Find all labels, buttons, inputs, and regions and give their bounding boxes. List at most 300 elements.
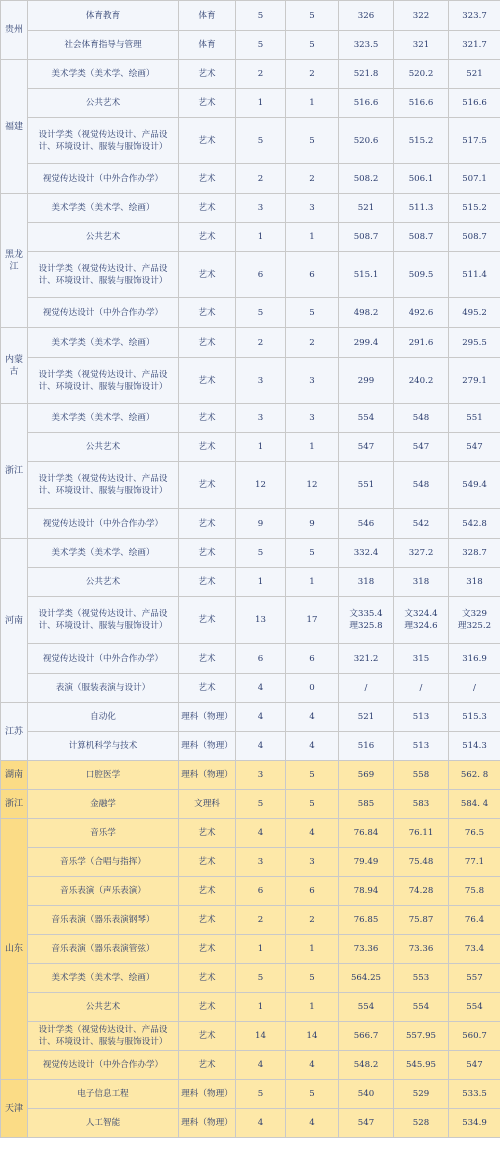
avg-cell: 318 xyxy=(449,568,500,597)
max-cell: 332.4 xyxy=(339,539,394,568)
major-cell: 计算机科学与技术 xyxy=(28,732,179,761)
avg-cell: 76.5 xyxy=(449,819,500,848)
province-cell: 福建 xyxy=(1,60,28,194)
max-cell: 521 xyxy=(339,194,394,223)
min-cell: 321 xyxy=(394,31,449,60)
type-cell: 艺术 xyxy=(179,252,236,298)
avg-cell: 551 xyxy=(449,404,500,433)
plan-cell: 5 xyxy=(236,1,286,31)
type-cell: 理科（物理） xyxy=(179,1080,236,1109)
table-row xyxy=(1,118,500,164)
type-cell: 艺术 xyxy=(179,1051,236,1080)
plan-cell: 6 xyxy=(236,252,286,298)
admit-cell: 3 xyxy=(286,404,339,433)
plan-cell: 5 xyxy=(236,964,286,993)
type-cell: 艺术 xyxy=(179,1022,236,1051)
major-cell: 人工智能 xyxy=(28,1109,179,1138)
table-row xyxy=(1,89,500,118)
plan-cell: 1 xyxy=(236,993,286,1022)
plan-cell: 12 xyxy=(236,462,286,509)
table-row xyxy=(1,252,500,298)
plan-cell: 3 xyxy=(236,358,286,404)
table-row xyxy=(1,1109,500,1138)
admit-cell: 1 xyxy=(286,223,339,252)
admit-cell: 0 xyxy=(286,674,339,703)
min-cell: 509.5 xyxy=(394,252,449,298)
type-cell: 艺术 xyxy=(179,539,236,568)
min-cell: 520.2 xyxy=(394,60,449,89)
avg-cell: 533.5 xyxy=(449,1080,500,1109)
type-cell: 艺术 xyxy=(179,568,236,597)
admit-cell: 2 xyxy=(286,328,339,358)
max-cell: 554 xyxy=(339,993,394,1022)
min-cell: 515.2 xyxy=(394,118,449,164)
avg-cell: 515.3 xyxy=(449,703,500,732)
table-row xyxy=(1,597,500,644)
max-cell: 569 xyxy=(339,761,394,790)
max-cell: 547 xyxy=(339,1109,394,1138)
avg-cell: 514.3 xyxy=(449,732,500,761)
admit-cell: 4 xyxy=(286,703,339,732)
plan-cell: 1 xyxy=(236,223,286,252)
min-cell: 557.95 xyxy=(394,1022,449,1051)
max-cell: 321.2 xyxy=(339,644,394,674)
min-cell: 75.48 xyxy=(394,848,449,877)
avg-cell: 584. 4 xyxy=(449,790,500,819)
type-cell: 艺术 xyxy=(179,644,236,674)
type-cell: 艺术 xyxy=(179,164,236,194)
major-cell: 美术学类（美术学、绘画） xyxy=(28,539,179,568)
avg-cell: 562. 8 xyxy=(449,761,500,790)
plan-cell: 14 xyxy=(236,1022,286,1051)
major-cell: 设计学类（视觉传达设计、产品设计、环境设计、服装与服饰设计） xyxy=(28,462,179,509)
major-cell: 视觉传达设计（中外合作办学） xyxy=(28,164,179,194)
admit-cell: 1 xyxy=(286,935,339,964)
plan-cell: 5 xyxy=(236,118,286,164)
major-cell: 公共艺术 xyxy=(28,89,179,118)
min-cell: 318 xyxy=(394,568,449,597)
avg-cell: 542.8 xyxy=(449,509,500,539)
max-cell: 326 xyxy=(339,1,394,31)
major-cell: 公共艺术 xyxy=(28,568,179,597)
avg-cell: 316.9 xyxy=(449,644,500,674)
min-cell: 529 xyxy=(394,1080,449,1109)
major-cell: 音乐学 xyxy=(28,819,179,848)
avg-cell: 77.1 xyxy=(449,848,500,877)
min-cell: 76.11 xyxy=(394,819,449,848)
type-cell: 艺术 xyxy=(179,906,236,935)
min-cell: 548 xyxy=(394,462,449,509)
type-cell: 理科（物理） xyxy=(179,732,236,761)
max-cell: 566.7 xyxy=(339,1022,394,1051)
max-cell: 323.5 xyxy=(339,31,394,60)
major-cell: 表演（服装表演与设计） xyxy=(28,674,179,703)
table-row xyxy=(1,761,500,790)
avg-cell: / xyxy=(449,674,500,703)
type-cell: 艺术 xyxy=(179,118,236,164)
admit-cell: 9 xyxy=(286,509,339,539)
table-row xyxy=(1,328,500,358)
plan-cell: 2 xyxy=(236,906,286,935)
type-cell: 艺术 xyxy=(179,462,236,509)
type-cell: 艺术 xyxy=(179,597,236,644)
type-cell: 艺术 xyxy=(179,404,236,433)
type-cell: 体育 xyxy=(179,1,236,31)
major-cell: 视觉传达设计（中外合作办学） xyxy=(28,644,179,674)
major-cell: 视觉传达设计（中外合作办学） xyxy=(28,1051,179,1080)
type-cell: 理科（物理） xyxy=(179,703,236,732)
avg-cell: 321.7 xyxy=(449,31,500,60)
major-cell: 电子信息工程 xyxy=(28,1080,179,1109)
table-row xyxy=(1,877,500,906)
table-row xyxy=(1,848,500,877)
avg-cell: 75.8 xyxy=(449,877,500,906)
table-row xyxy=(1,223,500,252)
min-cell: 513 xyxy=(394,732,449,761)
admit-cell: 5 xyxy=(286,31,339,60)
plan-cell: 3 xyxy=(236,848,286,877)
table-row xyxy=(1,164,500,194)
max-cell: 520.6 xyxy=(339,118,394,164)
max-cell: 585 xyxy=(339,790,394,819)
major-cell: 公共艺术 xyxy=(28,223,179,252)
type-cell: 艺术 xyxy=(179,674,236,703)
min-cell: 74.28 xyxy=(394,877,449,906)
table-row xyxy=(1,298,500,328)
admit-cell: 3 xyxy=(286,194,339,223)
max-cell: 299 xyxy=(339,358,394,404)
table-row xyxy=(1,644,500,674)
admit-cell: 4 xyxy=(286,732,339,761)
table-row xyxy=(1,1,500,31)
table-row xyxy=(1,674,500,703)
province-cell: 浙江 xyxy=(1,790,28,819)
major-cell: 公共艺术 xyxy=(28,433,179,462)
type-cell: 艺术 xyxy=(179,935,236,964)
type-cell: 理科（物理） xyxy=(179,761,236,790)
table-row xyxy=(1,1080,500,1109)
admit-cell: 17 xyxy=(286,597,339,644)
province-cell: 黑龙江 xyxy=(1,194,28,328)
max-cell: 76.85 xyxy=(339,906,394,935)
max-cell: 508.2 xyxy=(339,164,394,194)
min-cell: 548 xyxy=(394,404,449,433)
max-cell: 521 xyxy=(339,703,394,732)
plan-cell: 5 xyxy=(236,790,286,819)
table-row xyxy=(1,60,500,89)
plan-cell: 1 xyxy=(236,89,286,118)
type-cell: 艺术 xyxy=(179,89,236,118)
max-cell: 76.84 xyxy=(339,819,394,848)
admit-cell: 5 xyxy=(286,539,339,568)
max-cell: 521.8 xyxy=(339,60,394,89)
avg-cell: 507.1 xyxy=(449,164,500,194)
table-row xyxy=(1,31,500,60)
min-cell: 583 xyxy=(394,790,449,819)
type-cell: 艺术 xyxy=(179,358,236,404)
avg-cell: 547 xyxy=(449,433,500,462)
type-cell: 艺术 xyxy=(179,993,236,1022)
max-cell: 548.2 xyxy=(339,1051,394,1080)
admit-cell: 2 xyxy=(286,906,339,935)
max-cell: 547 xyxy=(339,433,394,462)
plan-cell: 1 xyxy=(236,935,286,964)
admit-cell: 4 xyxy=(286,1051,339,1080)
table-row xyxy=(1,568,500,597)
plan-cell: 9 xyxy=(236,509,286,539)
table-row xyxy=(1,404,500,433)
major-cell: 音乐表演（声乐表演） xyxy=(28,877,179,906)
major-cell: 设计学类（视觉传达设计、产品设计、环境设计、服装与服饰设计） xyxy=(28,1022,179,1051)
avg-cell: 328.7 xyxy=(449,539,500,568)
table-row xyxy=(1,964,500,993)
avg-cell: 557 xyxy=(449,964,500,993)
admit-cell: 5 xyxy=(286,298,339,328)
max-cell: 78.94 xyxy=(339,877,394,906)
table-row xyxy=(1,906,500,935)
min-cell: 506.1 xyxy=(394,164,449,194)
avg-cell: 279.1 xyxy=(449,358,500,404)
type-cell: 文理科 xyxy=(179,790,236,819)
avg-cell: 547 xyxy=(449,1051,500,1080)
major-cell: 美术学类（美术学、绘画） xyxy=(28,194,179,223)
province-cell: 内蒙古 xyxy=(1,328,28,404)
type-cell: 艺术 xyxy=(179,877,236,906)
table-body xyxy=(1,1,500,1138)
type-cell: 艺术 xyxy=(179,328,236,358)
major-cell: 美术学类（美术学、绘画） xyxy=(28,964,179,993)
min-cell: 文324.4 理324.6 xyxy=(394,597,449,644)
plan-cell: 4 xyxy=(236,1051,286,1080)
type-cell: 艺术 xyxy=(179,194,236,223)
plan-cell: 2 xyxy=(236,164,286,194)
plan-cell: 3 xyxy=(236,761,286,790)
major-cell: 美术学类（美术学、绘画） xyxy=(28,328,179,358)
plan-cell: 4 xyxy=(236,1109,286,1138)
min-cell: 75.87 xyxy=(394,906,449,935)
major-cell: 体育教育 xyxy=(28,1,179,31)
plan-cell: 5 xyxy=(236,31,286,60)
min-cell: 508.7 xyxy=(394,223,449,252)
type-cell: 艺术 xyxy=(179,509,236,539)
plan-cell: 5 xyxy=(236,1080,286,1109)
type-cell: 艺术 xyxy=(179,60,236,89)
major-cell: 社会体育指导与管理 xyxy=(28,31,179,60)
admit-cell: 5 xyxy=(286,761,339,790)
table-row xyxy=(1,935,500,964)
type-cell: 艺术 xyxy=(179,964,236,993)
admit-cell: 5 xyxy=(286,118,339,164)
min-cell: / xyxy=(394,674,449,703)
type-cell: 艺术 xyxy=(179,433,236,462)
province-cell: 浙江 xyxy=(1,404,28,539)
plan-cell: 4 xyxy=(236,819,286,848)
min-cell: 554 xyxy=(394,993,449,1022)
province-cell: 河南 xyxy=(1,539,28,703)
avg-cell: 495.2 xyxy=(449,298,500,328)
min-cell: 542 xyxy=(394,509,449,539)
avg-cell: 521 xyxy=(449,60,500,89)
max-cell: 79.49 xyxy=(339,848,394,877)
admit-cell: 1 xyxy=(286,433,339,462)
admit-cell: 2 xyxy=(286,164,339,194)
min-cell: 528 xyxy=(394,1109,449,1138)
admit-cell: 5 xyxy=(286,964,339,993)
avg-cell: 511.4 xyxy=(449,252,500,298)
plan-cell: 4 xyxy=(236,674,286,703)
plan-cell: 1 xyxy=(236,433,286,462)
province-cell: 江苏 xyxy=(1,703,28,761)
table-row xyxy=(1,993,500,1022)
min-cell: 547 xyxy=(394,433,449,462)
plan-cell: 13 xyxy=(236,597,286,644)
major-cell: 口腔医学 xyxy=(28,761,179,790)
max-cell: 540 xyxy=(339,1080,394,1109)
table-row xyxy=(1,703,500,732)
major-cell: 视觉传达设计（中外合作办学） xyxy=(28,298,179,328)
table-row xyxy=(1,1051,500,1080)
avg-cell: 516.6 xyxy=(449,89,500,118)
min-cell: 492.6 xyxy=(394,298,449,328)
avg-cell: 295.5 xyxy=(449,328,500,358)
min-cell: 558 xyxy=(394,761,449,790)
avg-cell: 534.9 xyxy=(449,1109,500,1138)
avg-cell: 515.2 xyxy=(449,194,500,223)
major-cell: 美术学类（美术学、绘画） xyxy=(28,404,179,433)
min-cell: 291.6 xyxy=(394,328,449,358)
major-cell: 金融学 xyxy=(28,790,179,819)
table-row xyxy=(1,194,500,223)
major-cell: 自动化 xyxy=(28,703,179,732)
max-cell: 546 xyxy=(339,509,394,539)
min-cell: 513 xyxy=(394,703,449,732)
type-cell: 理科（物理） xyxy=(179,1109,236,1138)
admit-cell: 4 xyxy=(286,1109,339,1138)
major-cell: 视觉传达设计（中外合作办学） xyxy=(28,509,179,539)
table-row xyxy=(1,462,500,509)
major-cell: 设计学类（视觉传达设计、产品设计、环境设计、服装与服饰设计） xyxy=(28,358,179,404)
max-cell: 515.1 xyxy=(339,252,394,298)
major-cell: 音乐学（合唱与指挥） xyxy=(28,848,179,877)
avg-cell: 73.4 xyxy=(449,935,500,964)
avg-cell: 文329 理325.2 xyxy=(449,597,500,644)
table-row xyxy=(1,732,500,761)
min-cell: 240.2 xyxy=(394,358,449,404)
major-cell: 设计学类（视觉传达设计、产品设计、环境设计、服装与服饰设计） xyxy=(28,597,179,644)
table-row xyxy=(1,819,500,848)
admit-cell: 14 xyxy=(286,1022,339,1051)
major-cell: 公共艺术 xyxy=(28,993,179,1022)
avg-cell: 549.4 xyxy=(449,462,500,509)
admit-cell: 5 xyxy=(286,1,339,31)
avg-cell: 517.5 xyxy=(449,118,500,164)
admit-cell: 3 xyxy=(286,358,339,404)
avg-cell: 554 xyxy=(449,993,500,1022)
max-cell: 299.4 xyxy=(339,328,394,358)
plan-cell: 2 xyxy=(236,60,286,89)
major-cell: 设计学类（视觉传达设计、产品设计、环境设计、服装与服饰设计） xyxy=(28,252,179,298)
plan-cell: 3 xyxy=(236,194,286,223)
min-cell: 327.2 xyxy=(394,539,449,568)
max-cell: 551 xyxy=(339,462,394,509)
admit-cell: 5 xyxy=(286,790,339,819)
type-cell: 艺术 xyxy=(179,848,236,877)
type-cell: 艺术 xyxy=(179,819,236,848)
major-cell: 音乐表演（器乐表演钢琴） xyxy=(28,906,179,935)
admit-cell: 3 xyxy=(286,848,339,877)
admit-cell: 6 xyxy=(286,877,339,906)
admit-cell: 6 xyxy=(286,644,339,674)
plan-cell: 6 xyxy=(236,644,286,674)
min-cell: 511.3 xyxy=(394,194,449,223)
min-cell: 553 xyxy=(394,964,449,993)
min-cell: 322 xyxy=(394,1,449,31)
admit-cell: 12 xyxy=(286,462,339,509)
max-cell: 554 xyxy=(339,404,394,433)
plan-cell: 5 xyxy=(236,539,286,568)
major-cell: 音乐表演（器乐表演管弦） xyxy=(28,935,179,964)
major-cell: 设计学类（视觉传达设计、产品设计、环境设计、服装与服饰设计） xyxy=(28,118,179,164)
max-cell: 564.25 xyxy=(339,964,394,993)
max-cell: 508.7 xyxy=(339,223,394,252)
max-cell: / xyxy=(339,674,394,703)
min-cell: 315 xyxy=(394,644,449,674)
admit-cell: 1 xyxy=(286,993,339,1022)
admit-cell: 2 xyxy=(286,60,339,89)
min-cell: 545.95 xyxy=(394,1051,449,1080)
min-cell: 73.36 xyxy=(394,935,449,964)
plan-cell: 4 xyxy=(236,732,286,761)
plan-cell: 1 xyxy=(236,568,286,597)
type-cell: 艺术 xyxy=(179,223,236,252)
table-row xyxy=(1,790,500,819)
table-row xyxy=(1,1022,500,1051)
plan-cell: 6 xyxy=(236,877,286,906)
plan-cell: 2 xyxy=(236,328,286,358)
max-cell: 498.2 xyxy=(339,298,394,328)
province-cell: 贵州 xyxy=(1,1,28,60)
admit-cell: 4 xyxy=(286,819,339,848)
max-cell: 73.36 xyxy=(339,935,394,964)
table-row xyxy=(1,358,500,404)
type-cell: 艺术 xyxy=(179,298,236,328)
province-cell: 湖南 xyxy=(1,761,28,790)
avg-cell: 76.4 xyxy=(449,906,500,935)
type-cell: 体育 xyxy=(179,31,236,60)
plan-cell: 3 xyxy=(236,404,286,433)
max-cell: 516 xyxy=(339,732,394,761)
max-cell: 516.6 xyxy=(339,89,394,118)
max-cell: 318 xyxy=(339,568,394,597)
table-row xyxy=(1,539,500,568)
major-cell: 美术学类（美术学、绘画） xyxy=(28,60,179,89)
avg-cell: 508.7 xyxy=(449,223,500,252)
province-cell: 山东 xyxy=(1,819,28,1080)
province-cell: 天津 xyxy=(1,1080,28,1138)
admit-cell: 5 xyxy=(286,1080,339,1109)
admit-cell: 1 xyxy=(286,568,339,597)
avg-cell: 560.7 xyxy=(449,1022,500,1051)
table-row xyxy=(1,509,500,539)
avg-cell: 323.7 xyxy=(449,1,500,31)
table-row xyxy=(1,433,500,462)
max-cell: 文335.4 理325.8 xyxy=(339,597,394,644)
min-cell: 516.6 xyxy=(394,89,449,118)
admit-cell: 1 xyxy=(286,89,339,118)
plan-cell: 5 xyxy=(236,298,286,328)
plan-cell: 4 xyxy=(236,703,286,732)
admit-cell: 6 xyxy=(286,252,339,298)
